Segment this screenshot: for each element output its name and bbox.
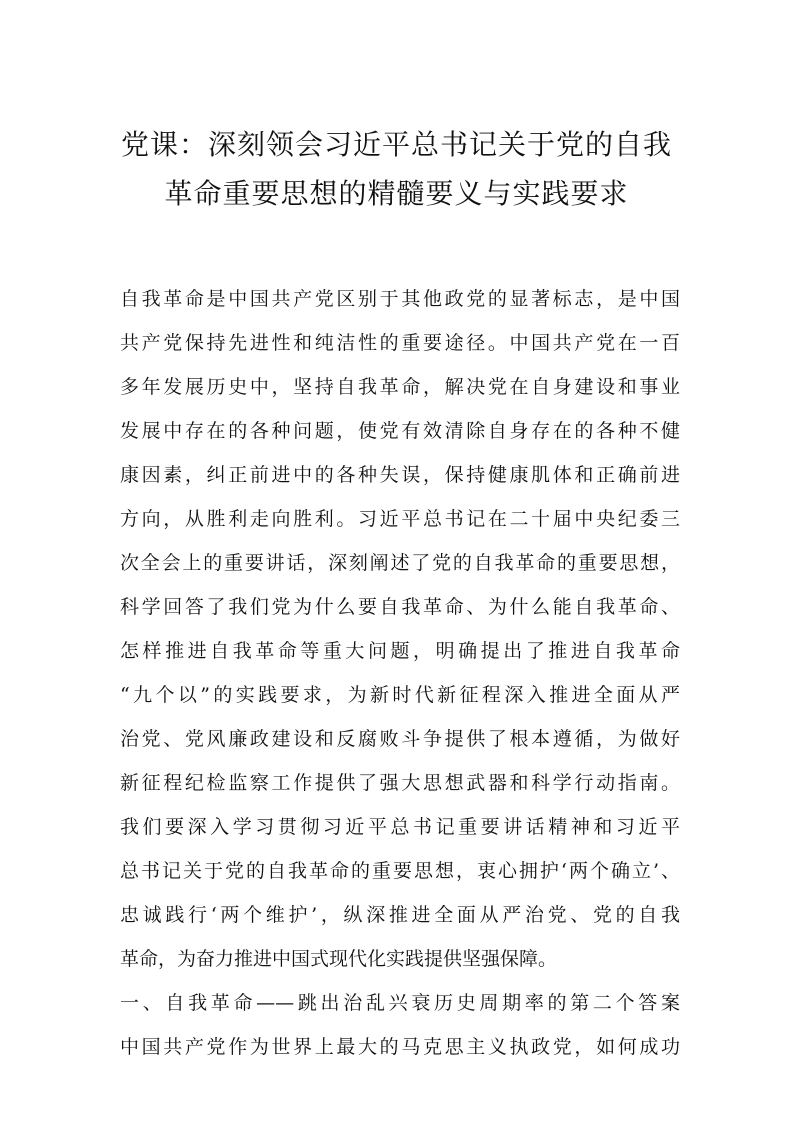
paragraph-line-15: 忠诚践行‘两个维护’，纵深推进全面从严治党、党的自我	[120, 904, 680, 926]
document-title-line-2: 革命重要思想的精髓要义与实践要求	[164, 177, 629, 210]
paragraph-line-3: 多年发展历史中，坚持自我革命，解决党在自身建设和事业	[120, 376, 680, 398]
section-heading-1: 一、自我革命——跳出治乱兴衰历史周期率的第二个答案	[120, 992, 680, 1014]
paragraph-line-16: 革命，为奋力推进中国式现代化实践提供坚强保障。	[120, 948, 558, 970]
paragraph-line-10: “九个以”的实践要求，为新时代新征程深入推进全面从严	[120, 684, 680, 706]
paragraph-line-11: 治党、党风廉政建设和反腐败斗争提供了根本遵循，为做好	[120, 728, 680, 750]
paragraph-line-4: 发展中存在的各种问题，使党有效清除自身存在的各种不健	[120, 420, 680, 442]
paragraph-line-6: 方向，从胜利走向胜利。习近平总书记在二十届中央纪委三	[120, 508, 680, 530]
document-title-line-1: 党课：深刻领会习近平总书记关于党的自我	[120, 128, 672, 161]
paragraph-line-1: 自我革命是中国共产党区别于其他政党的显著标志，是中国	[120, 288, 680, 310]
paragraph-line-18: 中国共产党作为世界上最大的马克思主义执政党，如何成功	[120, 1036, 680, 1058]
paragraph-line-9: 怎样推进自我革命等重大问题，明确提出了推进自我革命	[120, 640, 680, 662]
paragraph-line-7: 次全会上的重要讲话，深刻阐述了党的自我革命的重要思想，	[120, 552, 680, 574]
paragraph-line-12: 新征程纪检监察工作提供了强大思想武器和科学行动指南。	[120, 772, 680, 794]
paragraph-line-2: 共产党保持先进性和纯洁性的重要途径。中国共产党在一百	[120, 332, 680, 354]
paragraph-line-13: 我们要深入学习贯彻习近平总书记重要讲话精神和习近平	[120, 816, 680, 838]
paragraph-line-8: 科学回答了我们党为什么要自我革命、为什么能自我革命、	[120, 596, 680, 618]
paragraph-line-5: 康因素，纠正前进中的各种失误，保持健康肌体和正确前进	[120, 464, 680, 486]
paragraph-line-14: 总书记关于党的自我革命的重要思想，衷心拥护‘两个确立’、	[120, 860, 680, 882]
